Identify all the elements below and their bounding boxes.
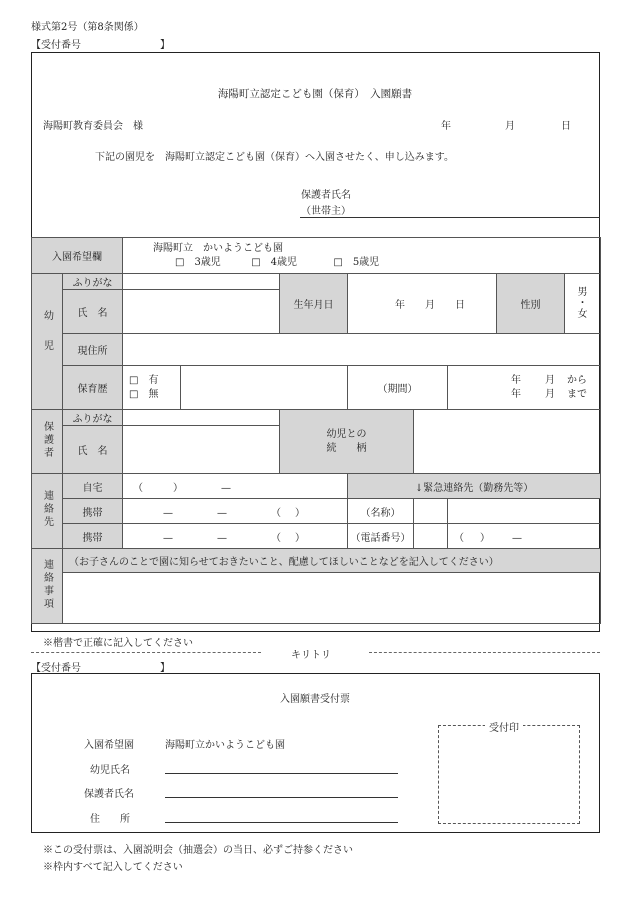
mobile2-label: 携帯 (63, 524, 123, 549)
guardian-name-label: 保護者氏名 (301, 190, 351, 201)
receipt-stamp-box (438, 725, 580, 824)
age-options (123, 256, 600, 270)
guardian-signature-line[interactable] (300, 217, 600, 218)
guardian-furigana-input[interactable] (123, 410, 280, 426)
age-option-3[interactable]: □ 3歳児 (175, 256, 221, 268)
date-day-label: 日 (561, 121, 571, 132)
age-option-5[interactable]: □ 5歳児 (333, 256, 380, 268)
relation-label: 幼児との 続 柄 (280, 410, 414, 474)
receipt-stamp-label: 受付印 (485, 719, 523, 734)
mobile1-label: 携帯 (63, 499, 123, 524)
age-option-4[interactable]: □ 4歳児 (251, 256, 297, 268)
child-furigana-input[interactable] (123, 274, 280, 290)
date-month-label: 月 (505, 121, 515, 132)
home-phone-input[interactable]: （ ） — (123, 474, 348, 499)
receipt-desired-label: 入園希望園 (84, 740, 134, 751)
receipt-desired-value: 海陽町立かいようこども園 (165, 740, 285, 751)
emergency-phone-label: （電話番号） (348, 524, 414, 549)
emergency-name-input-b[interactable] (448, 499, 601, 524)
guardian-furigana-label: ふりがな (63, 410, 123, 426)
child-name-label: 氏 名 (63, 290, 123, 334)
gender-options[interactable]: 男 ・ 女 (565, 274, 601, 334)
address-label: 現住所 (63, 334, 123, 366)
desired-school-label: 入園希望欄 (32, 238, 123, 274)
receipt-guardian-name-line[interactable] (165, 797, 398, 798)
gender-label: 性別 (497, 274, 565, 334)
receipt-address-label: 住 所 (90, 814, 130, 825)
receipt-number-close: 】 (160, 40, 170, 51)
period-input[interactable]: 年 月 から 年 月 まで (448, 366, 601, 410)
emergency-name-input-a[interactable] (414, 499, 448, 524)
mobile2-input[interactable]: — — （ ） (123, 524, 348, 549)
emergency-contact-header: ↓緊急連絡先（勤務先等） (348, 474, 601, 499)
contact-section-label: 連絡先 (32, 474, 63, 549)
household-head-label: （世帯主） (301, 206, 351, 217)
child-furigana-label: ふりがな (63, 274, 123, 290)
notes-instruction: （お子さんのことで園に知らせておきたいこと、配慮してほしいことなどを記入してください） (63, 549, 601, 573)
emergency-phone-input-a[interactable] (414, 524, 448, 549)
notes-section-label: 連絡事項 (32, 549, 63, 624)
address-input[interactable] (123, 334, 601, 366)
receipt-slip-number-close: 】 (160, 663, 170, 674)
receipt-note-2: ※枠内すべて記入してください (43, 862, 183, 873)
notes-input[interactable] (63, 573, 601, 624)
period-label: （期間） (348, 366, 448, 410)
receipt-address-line[interactable] (165, 822, 398, 823)
daycare-history-options[interactable]: □ 有 □ 無 (123, 366, 181, 410)
mobile1-input[interactable]: — — （ ） (123, 499, 348, 524)
application-title: 海陽町立認定こども園（保育） 入園願書 (217, 88, 413, 100)
addressee: 海陽町教育委員会 様 (43, 121, 143, 132)
home-phone-label: 自宅 (63, 474, 123, 499)
desired-school-cell (123, 238, 601, 274)
date-year-label: 年 (441, 121, 451, 132)
receipt-child-name-line[interactable] (165, 773, 398, 774)
relation-input[interactable] (414, 410, 601, 474)
application-table (31, 237, 601, 624)
form-number-label: 様式第2号（第8条関係） (31, 22, 144, 33)
receipt-number-label: 【受付番号 (31, 40, 81, 51)
receipt-slip-number-label: 【受付番号 (31, 663, 81, 674)
guardian-name-input[interactable] (123, 426, 280, 474)
guardian-name-field-label: 氏 名 (63, 426, 123, 474)
emergency-phone-input-b[interactable]: （ ） — (448, 524, 601, 549)
cut-line-right (369, 652, 600, 653)
receipt-child-name-label: 幼児氏名 (90, 765, 130, 776)
application-statement: 下記の園児を 海陽町立認定こども園（保育）へ入園させたく、申し込みます。 (95, 152, 454, 163)
cut-label: キリトリ (291, 650, 331, 661)
receipt-guardian-name-label: 保護者氏名 (84, 789, 134, 800)
child-section-label: 幼児 (32, 274, 63, 410)
daycare-name-input[interactable] (181, 366, 348, 410)
receipt-note-1: ※この受付票は、入園説明会（抽選会）の当日、必ずご持参ください (43, 845, 353, 856)
desired-school-name: 海陽町立 かいようこども園 (153, 242, 283, 254)
child-name-input[interactable] (123, 290, 280, 334)
birthdate-label: 生年月日 (280, 274, 348, 334)
receipt-title: 入園願書受付票 (280, 694, 350, 705)
guardian-section-label: 保護者 (32, 410, 63, 474)
birthdate-cell[interactable]: 年 月 日 (348, 274, 497, 334)
footer-note: ※楷書で正確に記入してください (43, 638, 193, 649)
daycare-history-label: 保育歴 (63, 366, 123, 410)
cut-line-left (31, 652, 261, 653)
emergency-name-label: （名称） (348, 499, 414, 524)
